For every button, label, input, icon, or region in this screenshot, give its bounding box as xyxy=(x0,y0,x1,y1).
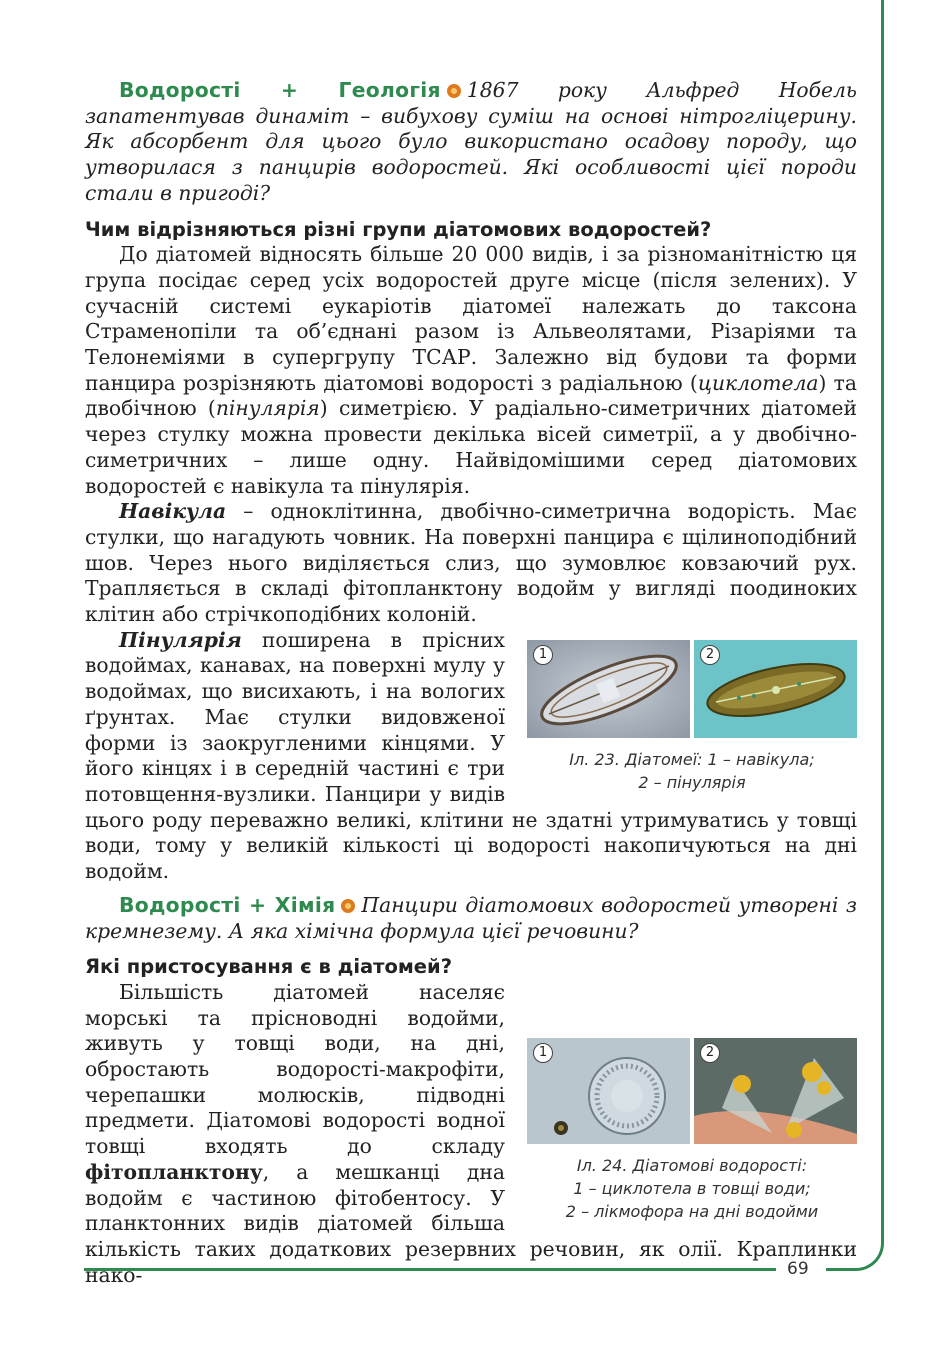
figure-23-caption-line: Іл. 23. Діатомеї: 1 – навікула; xyxy=(569,749,815,769)
figure-23 xyxy=(527,640,857,794)
paragraph-text: ) та двобічною ( xyxy=(85,370,857,421)
paragraph-text: До діатомей відносять більше 20 000 видів, і за різноманітністю ця група посідає серед усіх водоростей друге місце (після зелених). У сучасній системі еукаріотів діатомеї належать до таксона Страменопіли та об’єднані разом із Альвеолятами, Різаріями та Телонеміями в супергрупу ТСАР. Залежно від будови та форми панцира розрізняють діатомові водорості з радіальною ( xyxy=(85,242,857,395)
figure-24 xyxy=(527,1038,857,1223)
figure-24-badge-1: 1 xyxy=(533,1043,553,1063)
callout-chemistry-text: Панцири діатомових водоростей утворені з кремнезему. А яка хімічна формула цієї речовини? xyxy=(85,892,857,943)
page-frame-line xyxy=(881,0,884,1240)
section-heading-adaptations: Які пристосування є в діатомей? xyxy=(85,955,453,979)
figure-23-caption-line: 2 – пінулярія xyxy=(638,772,746,792)
callout-chemistry xyxy=(85,893,857,944)
figure-24-caption-line: Іл. 24. Діатомові водорості: xyxy=(576,1155,808,1175)
page-number: 69 xyxy=(787,1259,809,1279)
term-pinnularia: пінулярія xyxy=(215,396,320,421)
section-heading-diatom-groups: Чим відрізняються різні групи діатомових водоростей? xyxy=(85,217,712,241)
paragraph-text: – одноклітинна, двобічно-симетрична водорість. Має стулки, що нагадують човник. На поверхні панцира є щілиноподібний шов. Через нього виділяється слиз, що зумовлює ковзаючий рух. Трапляється в складі фітопланктону водойм у вигляді поодиноких клітин або стрічкоподібних колоній. xyxy=(85,499,857,627)
paragraph-pinnularia xyxy=(85,628,857,885)
figure-23-badge-2: 2 xyxy=(700,645,720,665)
figure-24-caption-line: 2 – лікмофора на дні водойми xyxy=(565,1201,819,1221)
term-cyclotella: циклотела xyxy=(697,370,819,395)
paragraph-text: Більшість діатомей населяє морські та прісноводні водойми, живуть у товщі води, на дні, обростають водорості-макрофіти, черепашки молюсків, підводні предмети. Діатомові водорості водної товщі входять до складу xyxy=(85,979,505,1159)
figure-23-caption xyxy=(527,748,857,794)
callout-geology-label: Водорості + Геологія xyxy=(119,78,441,102)
flower-icon xyxy=(341,899,355,913)
photo-pinnularia xyxy=(694,640,857,738)
paragraph-diatom-groups xyxy=(85,242,857,499)
flower-icon xyxy=(447,84,461,98)
figure-24-photos xyxy=(527,1038,857,1144)
paragraph-text: ) симетрією. У радіально-симетричних діатомей через стулку можна провести декілька вісей симетрії, а у двобічно-симетричних – лише одну. Найвідомішими серед діатомових водоростей є навікула та пінулярія. xyxy=(85,396,858,498)
callout-chemistry-label: Водорості + Хімія xyxy=(119,892,336,917)
term-phytoplankton: фітопланктону xyxy=(85,1159,263,1184)
term-navicula: Навікула xyxy=(119,499,227,524)
figure-23-photos xyxy=(527,640,857,738)
photo-licmophora xyxy=(694,1038,857,1144)
paragraph-text: , а мешканці дна водойм є частиною фітобентосу. У планктонних видів діатомей більша кількість таких додаткових резервних речовин, як олії. Краплинки нако- xyxy=(85,1159,857,1287)
figure-24-badge-2: 2 xyxy=(700,1043,720,1063)
figure-24-caption xyxy=(527,1154,857,1223)
figure-24-caption-line: 1 – циклотела в товщі води; xyxy=(573,1178,811,1198)
photo-navicula xyxy=(527,640,690,738)
term-pinnularia-heading: Пінулярія xyxy=(119,627,242,652)
paragraph-text: поширена в прісних водоймах, канавах, на поверхні мулу у водоймах, що висихають, і на вологих ґрунтах. Має стулки видовженої форми із заокругленими кінцями. У його кінцях і в середній частині є три потовщення-вузлики. Панцири у видів цього роду переважно великі, клітини не здатні утримуватись у товщі води, тому у великій кількості ці водорості накопичуються на дні водойм. xyxy=(85,627,857,884)
page-content xyxy=(85,78,857,1288)
paragraph-navicula xyxy=(85,499,857,628)
photo-cyclotella xyxy=(527,1038,690,1144)
callout-geology xyxy=(85,78,857,207)
callout-geology-text: 1867 року Альфред Нобель запатентував динаміт – вибухову суміш на основі нітрогліцерину. Як абсорбент для цього було використано осадову породу, що утворилася з панцирів водоростей. Які особливості цієї породи стали в пригоді? xyxy=(85,78,857,205)
figure-23-badge-1: 1 xyxy=(533,645,553,665)
paragraph-adaptations xyxy=(85,980,857,1288)
